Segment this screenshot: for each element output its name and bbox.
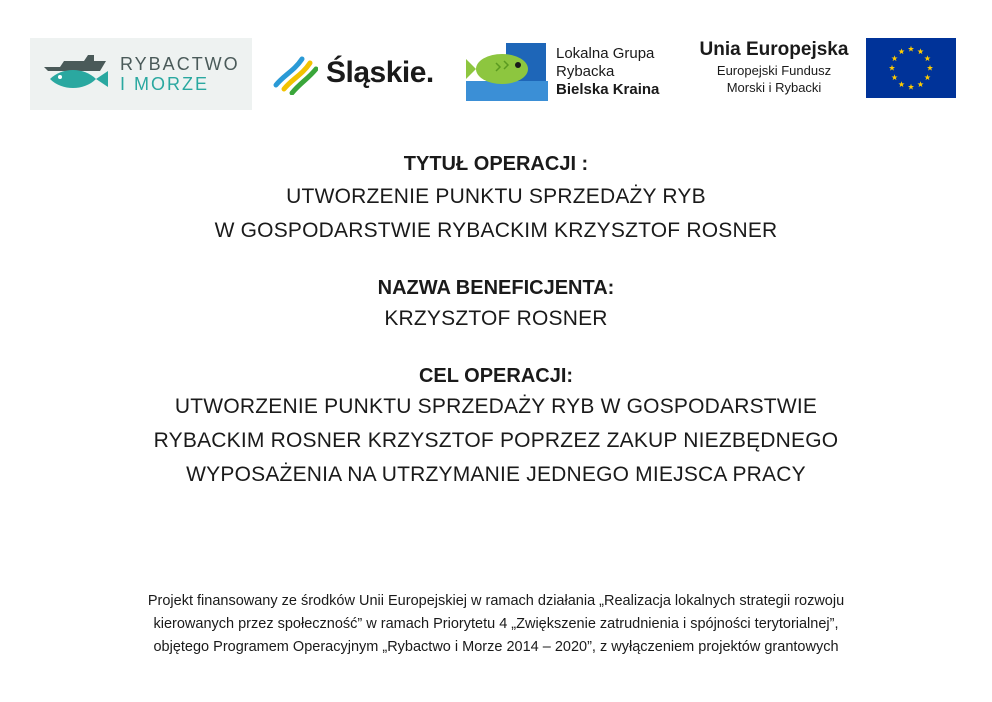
- footer-line: kierowanych przez społeczność” w ramach Priorytetu 4 „Zwiększenie zatrudnienia i spójności terytorialnej”,: [153, 616, 839, 632]
- lgr-line2: Rybacka: [556, 63, 615, 80]
- section-line: WYPOSAŻENIA NA UTRZYMANIE JEDNEGO MIEJSCA PRACY: [186, 463, 806, 486]
- eu-flag-icon: [866, 38, 956, 98]
- section-heading: TYTUŁ OPERACJI :: [403, 153, 589, 175]
- section-line: RYBACKIM ROSNER KRZYSZTOF POPRZEZ ZAKUP NIEZBĘDNEGO: [153, 429, 839, 452]
- ue-line1: Europejski Fundusz: [716, 63, 832, 78]
- section-heading: CEL OPERACJI:: [418, 365, 574, 387]
- slaskie-waves-icon: [272, 51, 318, 95]
- main-content: [0, 148, 992, 512]
- section-line: KRZYSZTOF ROSNER: [384, 307, 608, 330]
- funding-footer: [40, 590, 952, 659]
- lgr-line3: Bielska Kraina: [556, 81, 660, 98]
- section-operation-goal: [0, 362, 992, 492]
- lgr-bielska-kraina-logo: [466, 40, 678, 104]
- logo-bar: [0, 0, 992, 120]
- lgr-line1: Lokalna Grupa: [556, 45, 655, 62]
- footer-line: Projekt finansowany ze środków Unii Europejskiej w ramach działania „Realizacja lokalnych strategii rozwoju: [147, 593, 845, 609]
- ue-title: Unia Europejska: [699, 39, 849, 60]
- ue-text-block: [692, 38, 856, 96]
- section-title-operation: [0, 148, 992, 248]
- section-line: UTWORZENIE PUNKTU SPRZEDAŻY RYB W GOSPODARSTWIE: [174, 395, 818, 418]
- slaskie-logo: [272, 48, 434, 98]
- footer-line: objętego Programem Operacyjnym „Rybactwo i Morze 2014 – 2020”, z wyłączeniem projektów grantowych: [153, 639, 839, 655]
- rybactwo-i-morze-logo: [30, 38, 252, 110]
- section-beneficiary: [0, 274, 992, 336]
- slaskie-text: Śląskie.: [326, 56, 434, 89]
- section-line: UTWORZENIE PUNKTU SPRZEDAŻY RYB: [286, 185, 706, 208]
- section-heading: NAZWA BENEFICJENTA:: [377, 277, 615, 299]
- i-morze-text: I MORZE: [120, 74, 209, 94]
- ue-line2: Morski i Rybacki: [726, 80, 822, 95]
- rybactwo-text: RYBACTWO: [120, 54, 240, 74]
- lgr-fish-icon: [466, 41, 548, 103]
- fish-boat-icon: [40, 49, 112, 99]
- section-line: W GOSPODARSTWIE RYBACKIM KRZYSZTOF ROSNER: [214, 219, 778, 242]
